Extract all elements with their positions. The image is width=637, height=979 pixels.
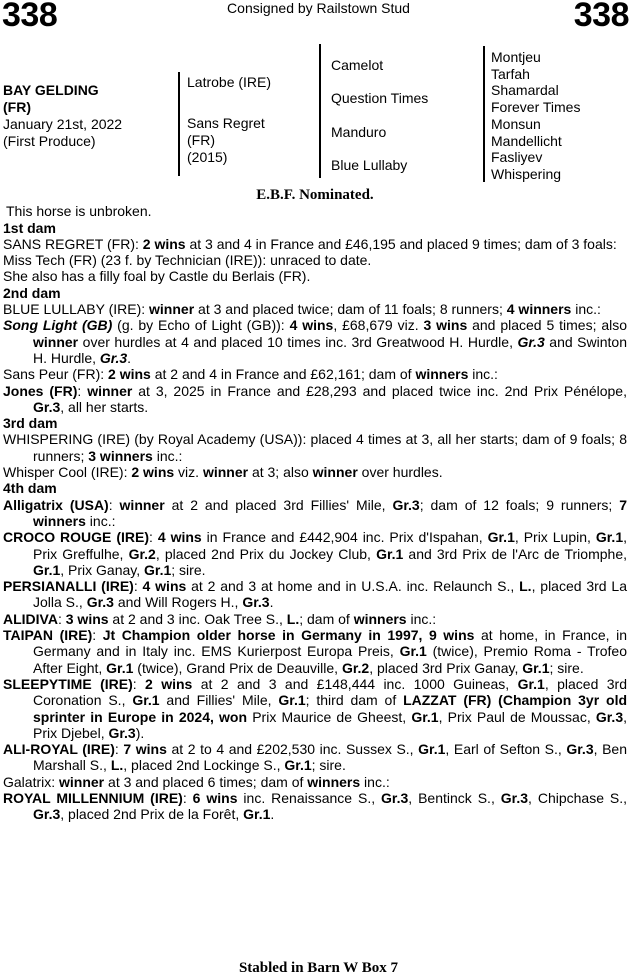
pedigree-dam: Sans Regret (FR) (2015)	[187, 115, 265, 165]
pedigree-gen4: Montjeu Tarfah Shamardal Forever Times Monsun Mandellicht Fasliyev Whispering	[491, 49, 581, 182]
produce-entry: Miss Tech (FR) (23 f. by Technician (IRE)): unraced to date.	[3, 252, 372, 269]
pedigree-line-2	[319, 44, 321, 178]
lot-number-left: 338	[2, 0, 58, 34]
horse-description	[3, 82, 178, 150]
produce-entry: SLEEPYTIME (IRE): 2 wins at 2 and 3 and £148,444 inc. 1000 Guineas, Gr.1, placed 3rd Coronation S., Gr.1 and Fillies' Mile, Gr.1; third dam of LAZZAT (FR) (Champion 3yr old sprinter in Europe in 2024, won Prix Maurice de Gheest, Gr.1, Prix Paul de Moussac, Gr.3, Prix Djebel, Gr.3).	[3, 675, 628, 741]
heading-2nd-dam: 2nd dam	[3, 284, 61, 301]
horse-country: (FR)	[3, 99, 31, 115]
pedigree-line-1	[178, 72, 180, 176]
horse-sex-colour: BAY GELDING	[3, 82, 99, 98]
produce-entry: Galatrix: winner at 3 and placed 6 times; dam of winners inc.:	[3, 773, 390, 790]
horse-foaled: January 21st, 2022	[3, 116, 123, 132]
ebf-nominated: E.B.F. Nominated.	[256, 187, 374, 203]
catalogue-body	[3, 187, 627, 823]
fourth-dam-entry: Alligatrix (USA): winner at 2 and placed 3rd Fillies' Mile, Gr.3; dam of 12 foals; 9 runners; 7 winners inc.:	[3, 496, 627, 529]
produce-entry: PERSIANALLI (IRE): 4 wins at 2 and 3 at home and in U.S.A. inc. Relaunch S., L., placed 3rd La Jolla S., Gr.3 and Will Rogers H., Gr.3.	[3, 578, 627, 611]
produce-note: She also has a filly foal by Castle du Berlais (FR).	[3, 268, 311, 285]
stabling-footer: Stabled in Barn W Box 7	[238, 960, 399, 976]
first-dam-entry: SANS REGRET (FR): 2 wins at 3 and 4 in France and £46,195 and placed 9 times; dam of 3 foals:	[3, 235, 617, 252]
pedigree-gen3-1: Question Times	[331, 90, 429, 106]
pedigree-gen3-2: Manduro	[331, 124, 387, 140]
unbroken-note: This horse is unbroken.	[6, 203, 152, 220]
produce-entry: CROCO ROUGE (IRE): 4 wins in France and £442,904 inc. Prix d'Ispahan, Gr.1, Prix Lupin, Gr.1, Prix Greffulhe, Gr.2, placed 2nd Prix du Jockey Club, Gr.1 and 3rd Prix de l'Arc de Triomphe, Gr.1, Prix Ganay, Gr.1; sire.	[3, 529, 627, 578]
produce-entry: Jones (FR): winner at 3, 2025 in France and £28,293 and placed twice inc. 2nd Prix Pénélope, Gr.3, all her starts.	[3, 382, 627, 415]
produce-entry: TAIPAN (IRE): Jt Champion older horse in Germany in 1997, 9 wins at home, in France, in Germany and in Italy inc. EMS Kurierpost Europa Preis, Gr.1 (twice), Premio Roma - Trofeo After Eight, Gr.1 (twice), Grand Prix de Deauville, Gr.2, placed 3rd Prix Ganay, Gr.1; sire.	[3, 627, 628, 676]
produce-entry: ROYAL MILLENNIUM (IRE): 6 wins inc. Renaissance S., Gr.3, Bentinck S., Gr.3, Chipchase S., Gr.3, placed 2nd Prix de la Forêt, Gr.1.	[3, 789, 628, 823]
heading-3rd-dam: 3rd dam	[3, 415, 58, 432]
third-dam-entry: WHISPERING (IRE) (by Royal Academy (USA)): placed 4 times at 3, all her starts; dam of 9 foals; 8 runners; 3 winners inc.:	[3, 431, 627, 464]
heading-1st-dam: 1st dam	[3, 219, 56, 236]
produce-entry: Whisper Cool (IRE): 2 wins viz. winner at 3; also winner over hurdles.	[3, 464, 443, 481]
produce-entry: ALI-ROYAL (IRE): 7 wins at 2 to 4 and £202,530 inc. Sussex S., Gr.1, Earl of Sefton S., Gr.3, Ben Marshall S., L., placed 2nd Lockinge S., Gr.1; sire.	[3, 741, 627, 774]
produce-entry: Song Light (GB) (g. by Echo of Light (GB)): 4 wins, £68,679 viz. 3 wins and placed 5 times; also winner over hurdles at 4 and placed 10 times inc. 3rd Greatwood H. Hurdle, Gr.3 and Swinton H. Hurdle, Gr.3.	[3, 317, 628, 366]
pedigree-line-3	[483, 46, 485, 182]
produce-entry: Sans Peur (FR): 2 wins at 2 and 4 in France and £62,161; dam of winners inc.:	[3, 366, 498, 383]
produce-entry: ALIDIVA: 3 wins at 2 and 3 inc. Oak Tree S., L.; dam of winners inc.:	[3, 610, 437, 627]
lot-number-right: 338	[573, 0, 629, 34]
pedigree-gen3-3: Blue Lullaby	[331, 157, 408, 173]
pedigree-sire: Latrobe (IRE)	[187, 74, 272, 90]
horse-produce: (First Produce)	[3, 133, 96, 149]
pedigree-gen3-0: Camelot	[331, 57, 384, 73]
second-dam-entry: BLUE LULLABY (IRE): winner at 3 and placed twice; dam of 11 foals; 8 runners; 4 winners inc.:	[3, 301, 601, 318]
heading-4th-dam: 4th dam	[3, 480, 57, 497]
consigner: Consigned by Railstown Stud	[227, 0, 410, 16]
